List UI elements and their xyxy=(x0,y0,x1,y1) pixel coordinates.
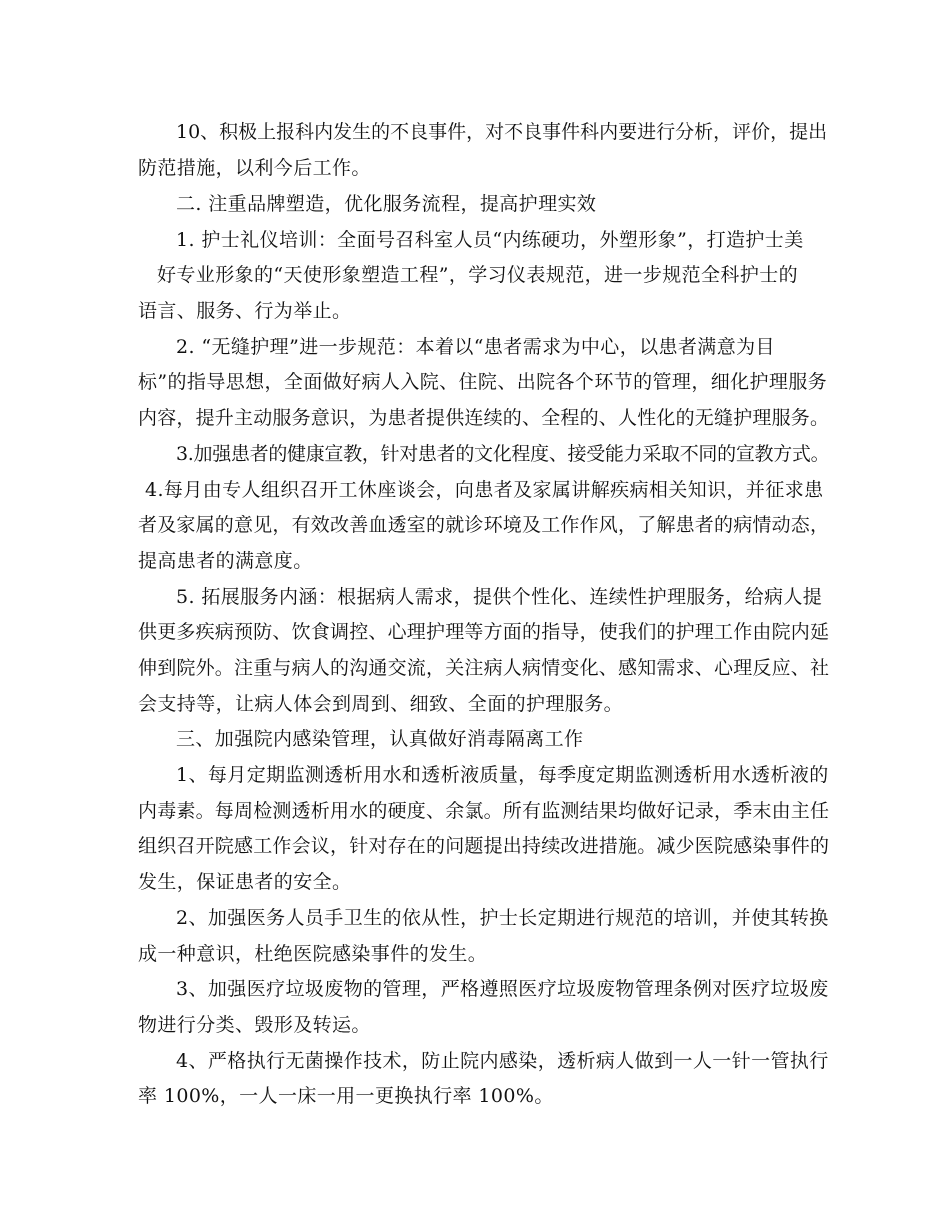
section-heading: 三、加强院内感染管理，认真做好消毒隔离工作 xyxy=(176,728,584,750)
text-line: 4、严格执行无菌操作技术，防止院内感染，透析病人做到一人一针一管执行 xyxy=(176,1050,829,1072)
text-line: 率 100%，一人一床一用一更换执行率 100%。 xyxy=(138,1085,554,1107)
text-line: 会支持等，让病人体会到周到、细致、全面的护理服务。 xyxy=(138,693,624,715)
text-line: 内毒素。每周检测透析用水的硬度、余氯。所有监测结果均做好记录，季末由主任 xyxy=(138,800,830,822)
text-line: 供更多疾病预防、饮食调控、心理护理等方面的指导，使我们的护理工作由院内延 xyxy=(138,621,830,643)
text-line: 提高患者的满意度。 xyxy=(138,550,313,572)
text-line: 语言、服务、行为举止。 xyxy=(138,300,352,322)
text-line: 标”的指导思想，全面做好病人入院、住院、出院各个环节的管理，细化护理服务 xyxy=(138,371,828,393)
text-line: 物进行分类、毁形及转运。 xyxy=(138,1014,371,1036)
text-line: 伸到院外。注重与病人的沟通交流，关注病人病情变化、感知需求、心理反应、社 xyxy=(138,657,830,679)
text-line: 2、加强医务人员手卫生的依从性，护士长定期进行规范的培训，并使其转换 xyxy=(176,907,829,929)
text-line: 成一种意识，杜绝医院感染事件的发生。 xyxy=(138,943,488,965)
text-line: 组织召开院感工作会议，针对存在的问题提出持续改进措施。减少医院感染事件的 xyxy=(138,835,830,857)
text-line: 发生，保证患者的安全。 xyxy=(138,871,352,893)
text-line: 者及家属的意见，有效改善血透室的就诊环境及工作作风，了解患者的病情动态， xyxy=(138,514,830,536)
text-line: 好专业形象的“天使形象塑造工程”，学习仪表规范，进一步规范全科护士的 xyxy=(157,264,799,286)
text-line: 4.每月由专人组织召开工休座谈会，向患者及家属讲解疾病相关知识，并征求患 xyxy=(145,479,824,501)
text-line: 1. 护士礼仪培训：全面号召科室人员“内练硬功，外塑形象”，打造护士美 xyxy=(176,229,804,251)
text-line: 1、每月定期监测透析用水和透析液质量，每季度定期监测透析用水透析液的 xyxy=(176,764,829,786)
text-line: 防范措施，以利今后工作。 xyxy=(138,157,371,179)
text-line: 5. 拓展服务内涵：根据病人需求，提供个性化、连续性护理服务，给病人提 xyxy=(176,586,823,608)
text-line: 10、积极上报科内发生的不良事件，对不良事件科内要进行分析，评价，提出 xyxy=(176,121,828,143)
section-heading: 二. 注重品牌塑造，优化服务流程，提高护理实效 xyxy=(176,193,597,215)
text-line: 3.加强患者的健康宣教，针对患者的文化程度、接受能力采取不同的宣教方式。 xyxy=(176,443,830,465)
text-line: 2. “无缝护理”进一步规范：本着以“患者需求为中心，以患者满意为目 xyxy=(176,336,775,358)
text-line: 3、加强医疗垃圾废物的管理，严格遵照医疗垃圾废物管理条例对医疗垃圾废 xyxy=(176,978,829,1000)
text-line: 内容，提升主动服务意识，为患者提供连续的、全程的、人性化的无缝护理服务。 xyxy=(138,407,830,429)
